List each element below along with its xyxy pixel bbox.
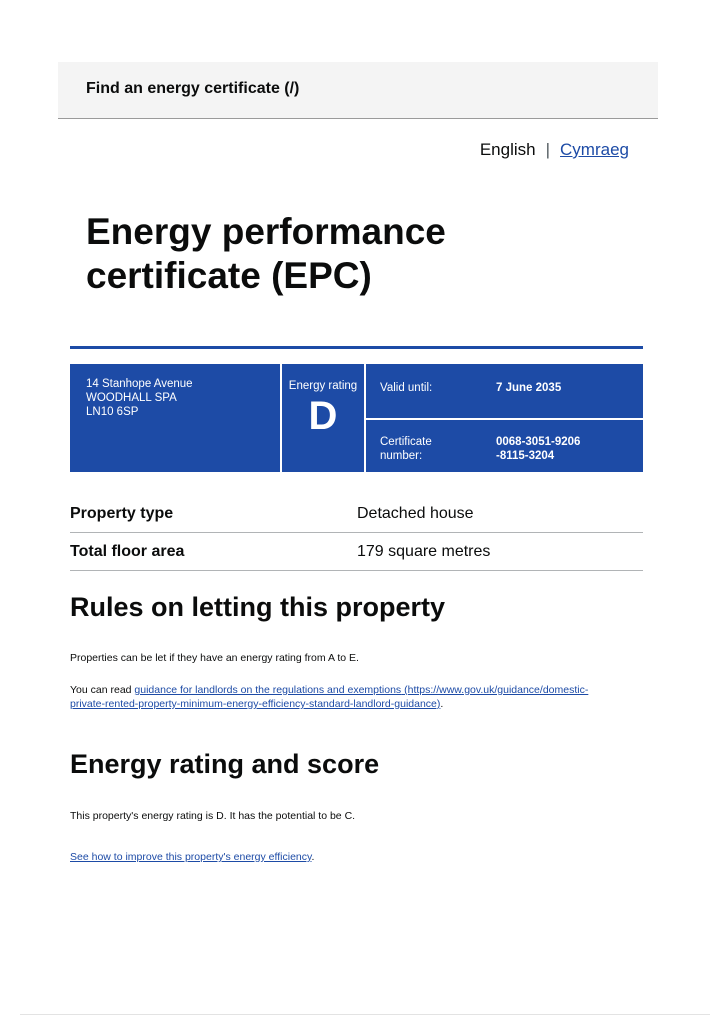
- property-type-label: Property type: [70, 505, 174, 522]
- landlord-guidance-link[interactable]: [70, 684, 588, 710]
- floor-area-label: Total floor area: [70, 543, 185, 560]
- rating-letter: D: [308, 394, 338, 438]
- property-type-row: [70, 495, 643, 533]
- improve-efficiency-suffix: .: [311, 851, 315, 863]
- page-title: Energy performance certificate (EPC): [86, 211, 446, 296]
- floor-area-row: [70, 533, 643, 571]
- certificate-number-line-2: -8115-3204: [496, 450, 555, 462]
- letting-paragraph-1: Properties can be let if they have an energy rating from A to E.: [70, 652, 359, 664]
- page-bottom-edge: [20, 1014, 710, 1015]
- property-type-value: Detached house: [357, 505, 474, 522]
- site-header: [58, 62, 658, 119]
- valid-until-date: 7 June 2035: [496, 382, 562, 394]
- certificate-number-cell: [366, 420, 643, 472]
- valid-until-label: Valid until:: [380, 382, 433, 394]
- improve-efficiency-paragraph: [70, 850, 640, 864]
- floor-area-value: 179 square metres: [357, 543, 491, 560]
- address-line-3: LN10 6SP: [86, 406, 139, 418]
- energy-rating-heading: Energy rating and score: [70, 749, 380, 779]
- epc-summary-box: [70, 364, 643, 472]
- certificate-label-line-2: number:: [380, 450, 423, 462]
- letting-paragraph-2-prefix: You can read: [70, 684, 135, 696]
- letting-paragraph-2: [70, 683, 640, 711]
- address-line-2: WOODHALL SPA: [86, 392, 177, 404]
- language-cymraeg-link[interactable]: Cymraeg: [560, 140, 629, 159]
- address-cell: [70, 364, 282, 472]
- letting-heading: Rules on letting this property: [70, 592, 446, 622]
- language-english: English: [479, 140, 536, 159]
- letting-paragraph-2-suffix: .: [440, 698, 444, 710]
- address-line-1: 14 Stanhope Avenue: [86, 378, 193, 390]
- landlord-guidance-url-2[interactable]: private-rented-property-minimum-energy-efficiency-standard-landlord-guidance): [70, 698, 441, 710]
- landlord-guidance-link-text[interactable]: guidance for landlords on the regulations and exemptions: [134, 684, 402, 696]
- valid-until-cell: [366, 364, 643, 420]
- language-switcher: [480, 140, 629, 160]
- service-name-link[interactable]: Find an energy certificate (/): [86, 80, 300, 97]
- improve-efficiency-link[interactable]: See how to improve this property's energy efficiency: [70, 851, 312, 863]
- title-divider: [70, 346, 643, 349]
- language-separator: |: [545, 140, 551, 159]
- certificate-label-line-1: Certificate: [380, 436, 432, 448]
- energy-rating-paragraph: This property's energy rating is D. It has the potential to be C.: [70, 810, 356, 822]
- certificate-number-line-1: 0068-3051-9206: [496, 436, 581, 448]
- rating-label: Energy rating: [288, 380, 358, 392]
- landlord-guidance-url-1[interactable]: (https://www.gov.uk/guidance/domestic-: [401, 684, 589, 696]
- rating-cell: [282, 364, 366, 472]
